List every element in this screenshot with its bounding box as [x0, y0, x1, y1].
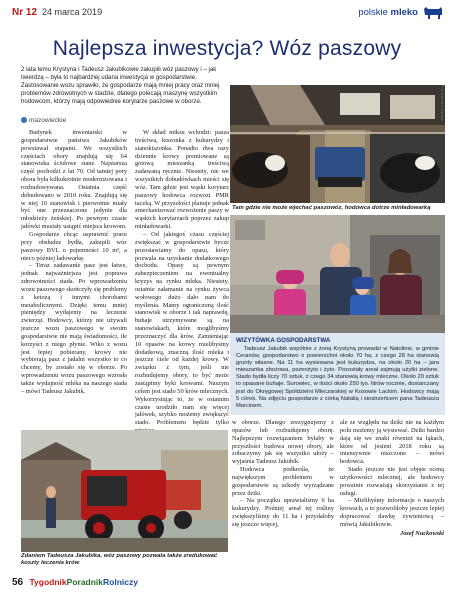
cow-logo-icon	[422, 4, 444, 20]
brand-text-b: mleko	[390, 7, 418, 18]
brand-text-a: polskie	[358, 7, 391, 18]
family-photo	[230, 215, 445, 333]
author-signature: Józef Nuckowski	[400, 529, 444, 537]
text-column-2	[135, 129, 229, 435]
barn-photo	[230, 85, 445, 203]
paragraph: – Teraz zadawanie pasz jest łatwe, jednak najważniejsza jest poprawa zdrowotności stada. Po wprowadzeniu wozu paszowego skończyły się problemy z ketozą i innymi chorobami metabolicznymi. Dzięki temu mniej pieniędzy wydajemy na leczenie zwierząt. Hodowcy, którzy nie używali jeszcze wozu paszowego w swoim gospodarstwie nie mają świadomości, ile korzyści z niego płynie. Wiko z wozu jest lepiej pobierany, krowy nie wybierają pasz z jadalni wszystko to co chcemy, by zostało się w oborze. Po wprowadzeniu wozu paszowego wzrosła także wydajność mleka na naszego stada – mówi Tadeusz Jakubik.	[21, 262, 127, 395]
issue-number: Nr 12	[12, 7, 38, 18]
magazine-name-part2: Poradnik	[66, 577, 104, 587]
region-label: mazowieckie	[29, 117, 67, 124]
paragraph: – Od jakiegoś czasu częściej zwiększać w gospodarstwie bycze pozostawiamy do opasu, który pozwala na uzyskanie dodatkowego dochodu. Opasy są pewnym zabezpieczeniem na ewentualny kryzys na rynku mleka. Niestety, ostatnie załamanie na rynku żywca wołowego dużo dało nam do myślenia. Mamy ograniczoną ilość stanowisk w oborze i tak naprawdę, buhaje utrzymywane są na stanowiskach, które mogłibyśmy przeznaczyć dla krów. Zamieniając 10 opasów na krowy mielibyśmy dodatkową, znaczną ilość mleka i jeszcze ciele od każdej krowy. W związku z tym, jeśli nie rozbudujemy obory, to być może zastąpimy byki krowami. Naszym celem jest stado 50 krów mlecznych. Wykorzystując to, że w ostatnim czasie urodziło nam się więcej jałówek, szybko możemy zwiększyć stado. Problemem będzie tylko	[135, 230, 229, 427]
region-tag	[21, 117, 66, 124]
article-lead: 2 lata temu Krystyna i Tadeusz Jakubikowie zakupili wóz paszowy i – jak twierdzą – była to najbardziej udana inwestycja w gospodarstwie. Zastosowanie wozu sprawiło, że gospodarze mają mniej pracy oraz mniej problemów zdrowotnych w stadzie, dlatego polecają maszynę wszystkim hodowcom, którzy mają odpowiednie korytarze paszowe w oborze.	[21, 66, 220, 105]
issue-date: 24 marca 2019	[42, 7, 103, 17]
section-brand	[358, 7, 418, 18]
paragraph: w oborze. Dlatego zrezygnujemy z opasów lub rozbudujemy oborę. Najlepszym rozwiązaniem byłaby w przyszłości budowa nowej obory, ale zobaczymy jak się wszystko ułoży – wyjaśnia Tadeusz Jakubik.	[232, 419, 334, 466]
paragraph: ale ze względu na dziki nie na każdym polu możemy ją wysiewać. Dziki bardzo dają się we znaki również na łąkach, które od jesieni 2018 roku są intensywnie niszczone – mówi hodowca.	[340, 419, 444, 466]
barn-photo-image	[230, 85, 445, 203]
paragraph: – Na początku uprawialiśmy 6 ha kukurydzy. Później areał tej rośliny zwiększyliśmy do 11 ha i przydałoby się jeszcze więcej,	[232, 497, 334, 528]
page-number: 56	[12, 577, 24, 588]
text-column-4	[340, 419, 444, 538]
paragraph: W skład miksu wchodzi: pasza treściwa, kiszonka z kukurydzy i sianokiszonka. Ponadto dwa razy dziennie krowy premiowane są gotową mieszanką treściwą zadawaną ręcznie. Niestety, nie we wszystkich dobudówkach mieści się wóz. Tam gdzie jest wąski korytarz paszowy hodowca rozwozi PMR taczką. W przyszłości planuje jednak zmechanizować rozwożenie paszy w wąskich korytarzach poprzez zakup minładowarki.	[135, 129, 230, 231]
text-column-3	[232, 419, 334, 529]
paragraph: Hodowca podkreśla, że największym problemem w gospodarstwie są szkody wyrządzane przez dziki.	[232, 466, 334, 497]
feed-wagon-photo-image	[21, 430, 228, 552]
issue-info	[12, 7, 102, 18]
paragraph: – Mielibyśmy informacje o naszych krowach, a to pozwoliłoby jeszcze lepiej dopracować dawkę żywieniową – mówią Jakubikowie.	[340, 497, 444, 528]
farm-info-title: WIZYTÓWKA GOSPODARSTWA	[236, 337, 331, 344]
photo-caption-bottom: Zdaniem Tadeusza Jakubika, wóz paszowy pozwala także zredukować koszty leczenia krów	[21, 553, 218, 567]
family-photo-image	[230, 215, 445, 333]
farm-info-body: Tadeusz Jakubik wspólnie z żoną Krystyną prowadzi w Natolinie, w gminie Ceranów, gospodarstwo o powierzchni około 70 ha, z czego 28 ha stanowią grunty własne. Na 11 ha wysiewana jest kukurydza, na około 20 ha – jara mieszanka zbożowa, pszenżyto i żyto. Pozostały areał zajmują użytki zielone. Stado bydła liczy 70 sztuk, z czego 34 stanowią krowy mleczne. Około 20 sztuk to opasane buhaje. Surowiec, w ilości około 250 tys. litrów rocznie, dostarczany jest do Okręgowej Spółdzielni Mleczarskiej w Kosowie Lackim. Hodowcy mają 5 córek. Na zdjęciu gospodarze z córką Natalią i siostrzeńcem pana Tadeusza Marcinem.	[236, 346, 439, 409]
paragraph: Budynek inwentarski w gospodarstwie państwa Jakubików powstawał etapami. We wszystkich częściach obory znajdują się 64 stanowiska ściołowe stane. Najstarsza część pochodzi z lat 70. Od tamtej pory obora była kilkukrotnie modernizowana i rozbudowywana. Ostatnia część dobudowano w 2010 roku. Znajdują się w niej 10 stanowisk i pierwotnie miały być one przeznaczone jedynie dla młodzieży żeńskiej. Po pewnym czasie jałówki musiały ustąpić miejsca krowom.	[21, 129, 127, 231]
photo-caption-top: Tam gdzie nie może wjechać paszowóz, hodowca dotrze minładowarką	[232, 205, 431, 211]
photo-credit: Fot. Karolina Syntek	[440, 85, 445, 122]
region-pin-icon	[21, 117, 27, 123]
farm-info-box	[230, 333, 445, 415]
paragraph: Gospodarze chcąc usprawnić prace przy obsłudze bydła, zakupili wóz paszowy BVL o pojemności 10 m³, a nieco później ładowarkę.	[21, 230, 127, 262]
page-header	[12, 4, 444, 20]
magazine-name-part3: Rolniczy	[103, 577, 138, 587]
article-title: Najlepsza inwestycja? Wóz paszowy	[52, 37, 402, 60]
text-column-1	[21, 129, 127, 396]
page-footer	[12, 577, 138, 588]
feed-wagon-photo	[21, 430, 228, 552]
paragraph: Stado jeszcze nie jest objęte oceną użytkowości mlecznej, ale hodowcy powainie rozważają skorzystanie z tej usługi.	[340, 466, 444, 497]
magazine-name-part1: Tygodnik	[29, 577, 67, 587]
